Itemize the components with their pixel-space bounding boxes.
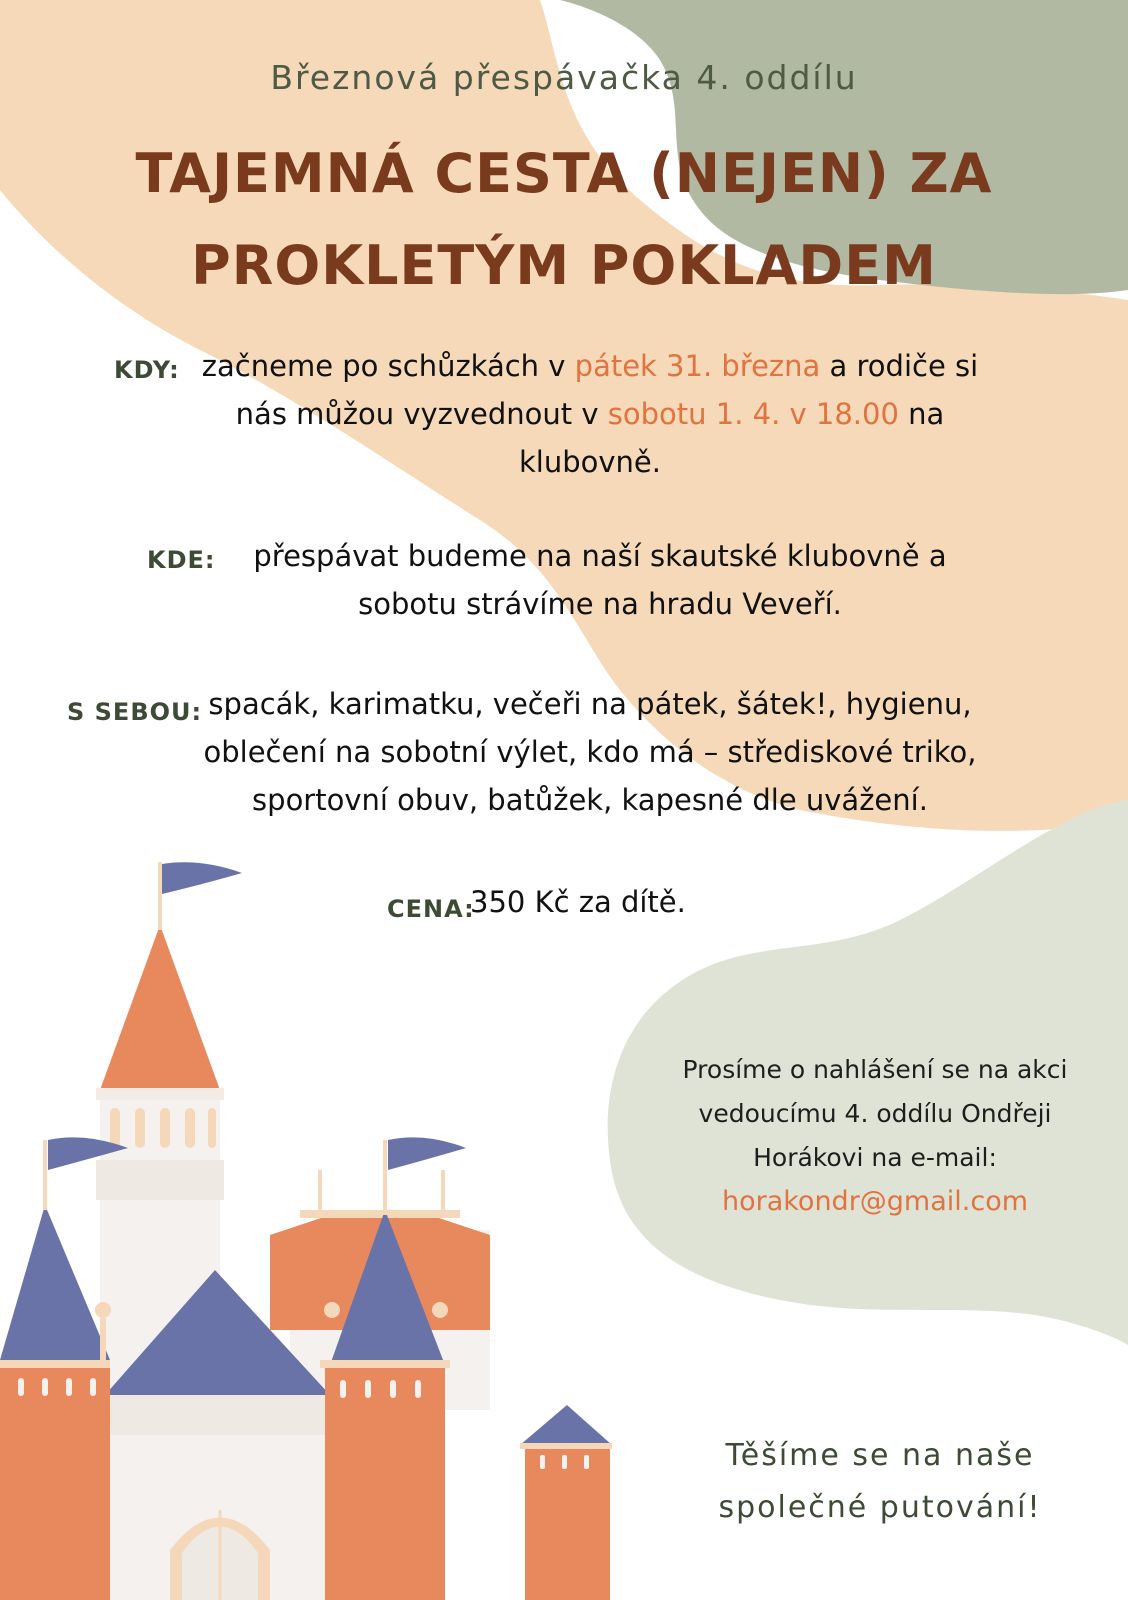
contact-email-link[interactable]: horakondr@gmail.com	[721, 1186, 1029, 1217]
kde-text	[190, 532, 1010, 628]
kde-line-2: sobotu strávíme na hradu Veveří.	[358, 587, 842, 621]
kdy-date-friday: pátek 31. března	[574, 349, 821, 383]
closing-line-2: společné putování!	[718, 1490, 1042, 1525]
kdy-text	[170, 342, 1010, 486]
kdy-line-3: klubovně.	[519, 445, 661, 479]
kdy-line-1-c: a rodiče si	[820, 349, 979, 383]
kdy-line-1	[170, 342, 1010, 390]
title-line-2: PROKLETÝM POKLADEM	[191, 234, 937, 297]
closing-line-1: Těšíme se na naše	[725, 1438, 1035, 1473]
kdy-date-saturday: sobotu 1. 4. v 18.00	[607, 397, 899, 431]
cena-label: CENA:	[387, 895, 475, 923]
signup-line-2: vedoucímu 4. oddílu Ondřeji	[698, 1099, 1052, 1128]
cena-value: 350 Kč za dítě.	[470, 885, 686, 919]
s-sebou-line-1: spacák, karimatku, večeři na pátek, šátek!, hygienu,	[208, 687, 972, 721]
s-sebou-line-3: sportovní obuv, batůžek, kapesné dle uvážení.	[252, 783, 928, 817]
kde-line-1: přespávat budeme na naší skautské klubovně a	[253, 539, 947, 573]
kdy-line-2-a: nás můžou vyzvednout v	[235, 397, 608, 431]
event-title	[120, 128, 1008, 312]
closing-message	[690, 1430, 1070, 1534]
kdy-line-2-c: na	[898, 397, 945, 431]
signup-line-3: Horákovi na e-mail:	[753, 1143, 997, 1172]
castle-illustration	[0, 862, 612, 1600]
signup-note	[640, 1048, 1110, 1224]
s-sebou-text	[150, 680, 1030, 824]
signup-line-1: Prosíme o nahlášení se na akci	[682, 1055, 1068, 1084]
kdy-label: KDY:	[114, 356, 180, 384]
s-sebou-label: S SEBOU:	[67, 698, 203, 726]
event-subtitle: Březnová přespávačka 4. oddílu	[270, 58, 858, 97]
kde-label: KDE:	[147, 546, 216, 574]
kdy-line-2	[170, 390, 1010, 438]
s-sebou-line-2: oblečení na sobotní výlet, kdo má – střediskové triko,	[203, 735, 977, 769]
kdy-line-1-a: začneme po schůzkách v	[201, 349, 575, 383]
title-line-1: TAJEMNÁ CESTA (NEJEN) ZA	[135, 142, 993, 205]
